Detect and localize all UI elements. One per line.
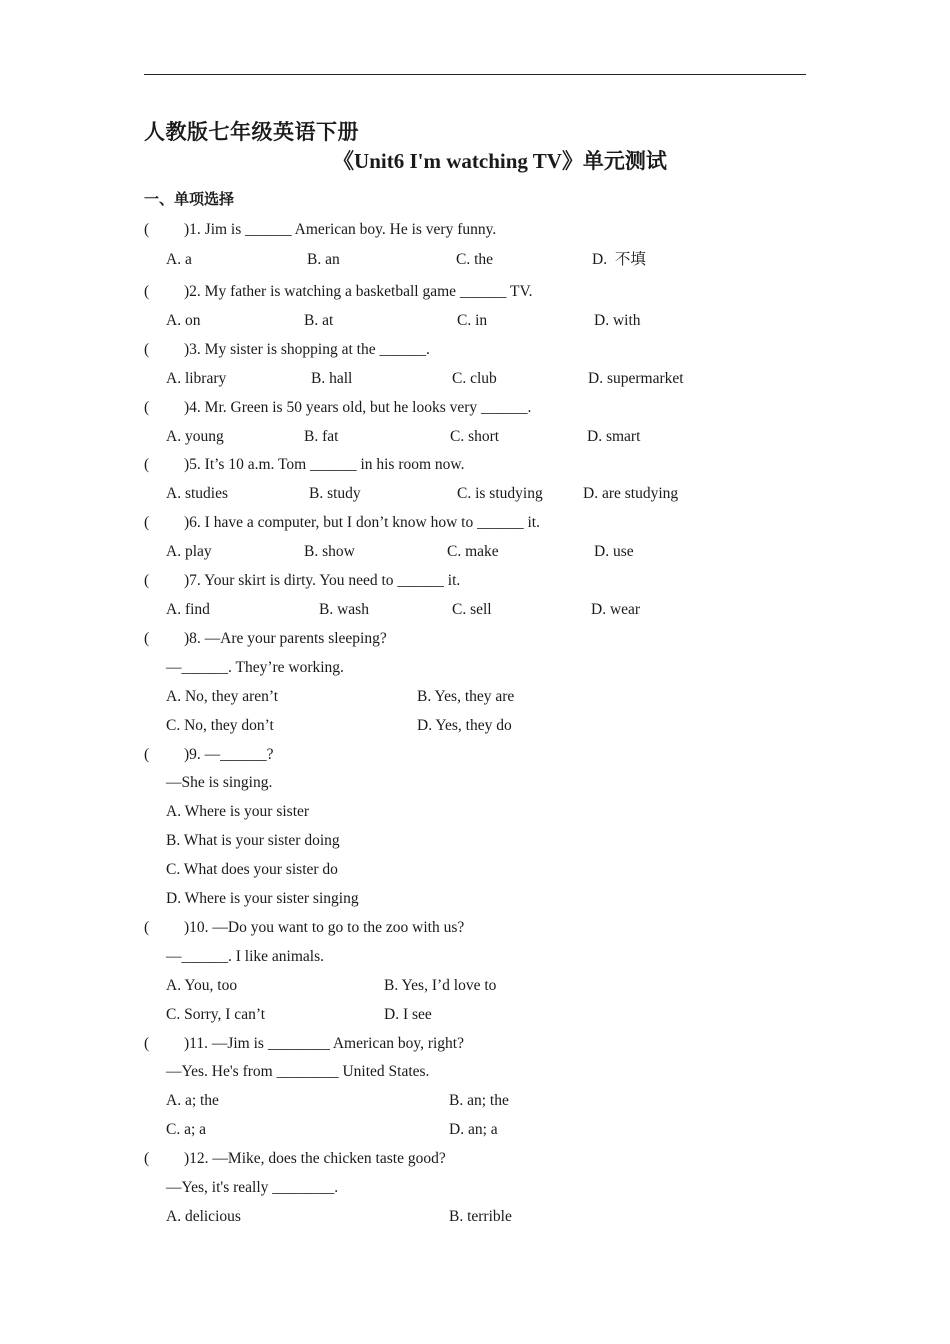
question-stem: )6. I have a computer, but I don’t know how to ______ it. xyxy=(184,514,540,531)
option-c: C. short xyxy=(450,428,500,445)
question-5 xyxy=(144,455,465,475)
option-c: C. in xyxy=(457,312,488,329)
option-a: A. find xyxy=(166,601,210,618)
option-b: B. hall xyxy=(311,370,353,387)
question-8 xyxy=(144,629,387,649)
question-stem: )3. My sister is shopping at the ______. xyxy=(184,341,430,358)
option-d: D. wear xyxy=(591,601,641,618)
header-rule xyxy=(144,74,806,75)
option-a: A. a; the xyxy=(166,1092,219,1109)
question-stem: )12. —Mike, does the chicken taste good? xyxy=(184,1150,446,1167)
question-stem: )11. —Jim is ________ American boy, right? xyxy=(184,1035,464,1052)
option-c: C. What does your sister do xyxy=(166,861,338,878)
page-subtitle xyxy=(0,145,950,175)
question-stem: )4. Mr. Green is 50 years old, but he looks very ______. xyxy=(184,399,532,416)
option-c: C. No, they don’t xyxy=(166,717,274,734)
option-b: B. terrible xyxy=(449,1208,512,1225)
option-c: C. make xyxy=(447,543,499,560)
answer-paren: ( xyxy=(144,221,150,238)
option-c: C. is studying xyxy=(457,485,543,502)
question-stem: )10. —Do you want to go to the zoo with us? xyxy=(184,919,465,936)
question-stem: )9. —______? xyxy=(184,746,274,763)
question-10 xyxy=(144,918,464,938)
option-b: B. study xyxy=(309,485,361,502)
question-reply: —Yes, it's really ________. xyxy=(166,1179,339,1196)
option-b: B. fat xyxy=(304,428,339,445)
option-b: B. Yes, I’d love to xyxy=(384,977,497,994)
option-a: A. studies xyxy=(166,485,228,502)
answer-paren: ( xyxy=(144,572,150,589)
question-2 xyxy=(144,282,533,302)
option-c: C. Sorry, I can’t xyxy=(166,1006,266,1023)
option-b: B. Yes, they are xyxy=(417,688,515,705)
answer-paren: ( xyxy=(144,630,150,647)
question-6 xyxy=(144,513,540,533)
question-stem: )1. Jim is ______ American boy. He is very funny. xyxy=(184,221,497,238)
option-b: B. wash xyxy=(319,601,369,618)
option-d: D. supermarket xyxy=(588,370,684,387)
option-d: D. with xyxy=(594,312,641,329)
option-a: A. delicious xyxy=(166,1208,241,1225)
subtitle-unit: Unit6 I'm watching TV xyxy=(354,149,562,173)
question-9 xyxy=(144,745,274,765)
option-b: B. an; the xyxy=(449,1092,509,1109)
answer-paren: ( xyxy=(144,746,150,763)
question-11 xyxy=(144,1034,464,1054)
question-stem: )7. Your skirt is dirty. You need to ______ it. xyxy=(184,572,461,589)
option-c: C. sell xyxy=(452,601,492,618)
option-d: D. Yes, they do xyxy=(417,717,512,734)
question-3 xyxy=(144,340,430,360)
option-a: A. No, they aren’t xyxy=(166,688,279,705)
option-a: A. on xyxy=(166,312,201,329)
option-a: A. You, too xyxy=(166,977,238,994)
option-b: B. show xyxy=(304,543,355,560)
question-stem: )5. It’s 10 a.m. Tom ______ in his room now. xyxy=(184,456,465,473)
option-a: A. play xyxy=(166,543,212,560)
question-stem: )2. My father is watching a basketball game ______ TV. xyxy=(184,283,533,300)
question-4 xyxy=(144,398,531,418)
option-a: A. Where is your sister xyxy=(166,803,310,820)
answer-paren: ( xyxy=(144,456,150,473)
page-title: 人教版七年级英语下册 xyxy=(144,120,359,144)
option-b: B. What is your sister doing xyxy=(166,832,340,849)
question-1 xyxy=(144,220,496,240)
answer-paren: ( xyxy=(144,1035,150,1052)
option-a: A. young xyxy=(166,428,224,445)
question-7 xyxy=(144,571,460,591)
question-reply: —______. They’re working. xyxy=(166,659,344,676)
question-reply: —______. I like animals. xyxy=(166,948,324,965)
option-a: A. a xyxy=(166,251,192,268)
question-reply: —She is singing. xyxy=(166,774,273,791)
answer-paren: ( xyxy=(144,283,150,300)
option-d: D. use xyxy=(594,543,634,560)
option-c: C. a; a xyxy=(166,1121,207,1138)
question-reply: —Yes. He's from ________ United States. xyxy=(166,1063,430,1080)
question-12 xyxy=(144,1149,446,1169)
option-d: D. 不填 xyxy=(592,251,646,268)
answer-paren: ( xyxy=(144,919,150,936)
answer-paren: ( xyxy=(144,341,150,358)
option-a: A. library xyxy=(166,370,227,387)
option-b: B. at xyxy=(304,312,334,329)
option-d: D. smart xyxy=(587,428,641,445)
option-d: D. Where is your sister singing xyxy=(166,890,359,907)
option-d: D. an; a xyxy=(449,1121,498,1138)
answer-paren: ( xyxy=(144,399,150,416)
option-c: C. the xyxy=(456,251,494,268)
option-c: C. club xyxy=(452,370,497,387)
subtitle-close: 》单元测试 xyxy=(561,149,667,173)
answer-paren: ( xyxy=(144,1150,150,1167)
option-d: D. I see xyxy=(384,1006,432,1023)
answer-paren: ( xyxy=(144,514,150,531)
section-title: 一、单项选择 xyxy=(144,190,235,208)
subtitle-open-bracket: 《 xyxy=(333,149,355,173)
option-b: B. an xyxy=(307,251,340,268)
option-d: D. are studying xyxy=(583,485,679,502)
question-stem: )8. —Are your parents sleeping? xyxy=(184,630,387,647)
